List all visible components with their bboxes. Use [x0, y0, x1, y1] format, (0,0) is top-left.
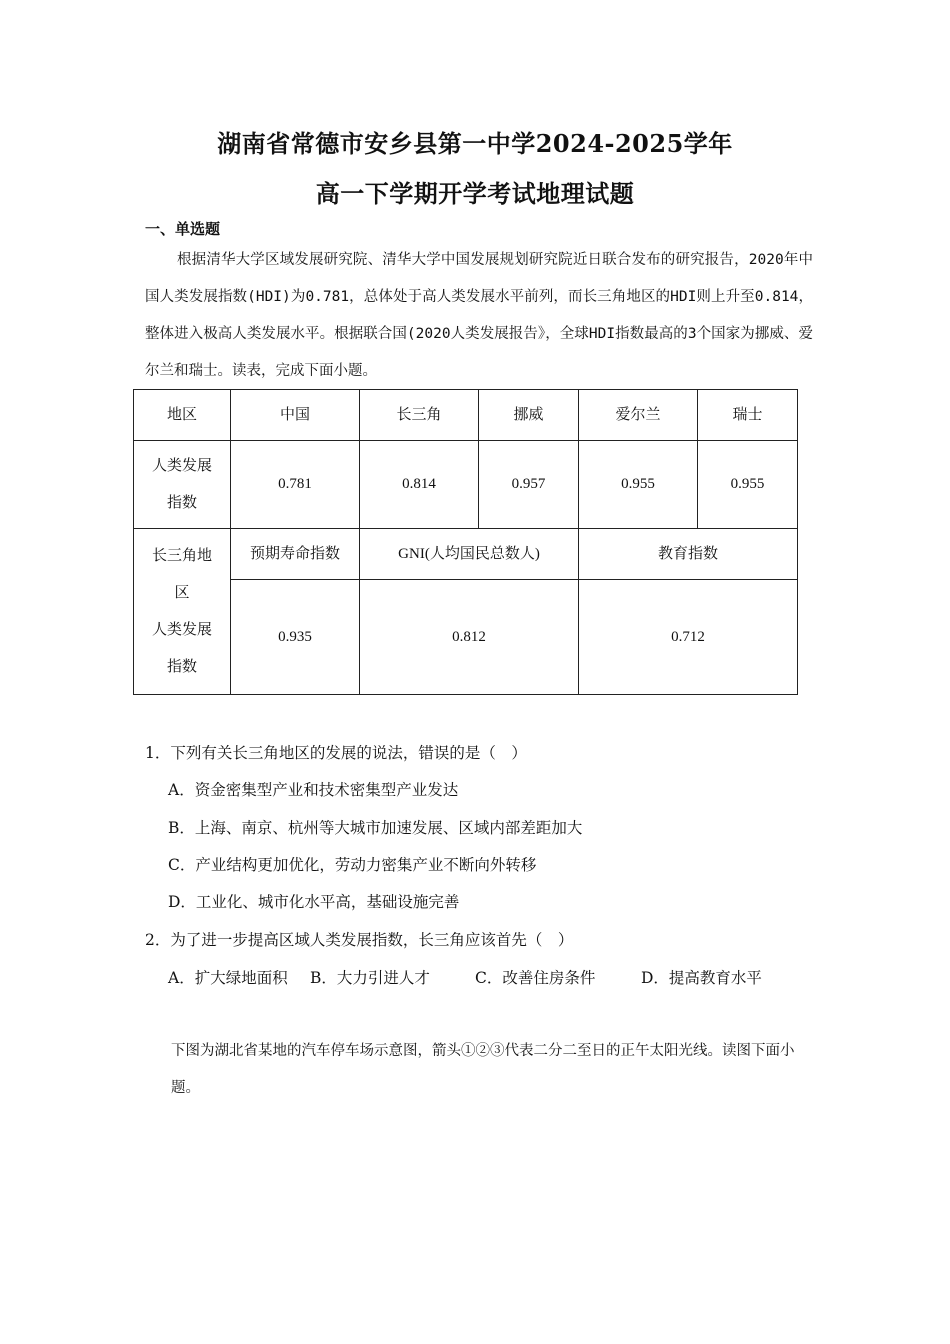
table-header-cell: 爱尔兰: [579, 390, 698, 441]
row-label-cell: [134, 529, 231, 695]
sub-header-cell: 预期寿命指数: [231, 529, 360, 580]
reading-passage-1: 根据清华大学区域发展研究院、清华大学中国发展规划研究院近日联合发布的研究报告，2020年中国人类发展指数(HDI)为0.781，总体处于高人类发展水平前列，而长三角地区的HDI则上升至0.814，整体进入极高人类发展水平。根据联合国(2020人类发展报告》，全球HDI指数最高的3个国家为挪威、爱尔兰和瑞士。读表，完成下面小题。: [145, 252, 813, 379]
table-row: [134, 441, 798, 529]
table-header-cell: 中国: [231, 390, 360, 441]
row-label-line: 人类发展: [151, 621, 212, 638]
question-1-stem: 1．下列有关长三角地区的发展的说法，错误的是（ ）: [145, 744, 527, 762]
question-2-option-d[interactable]: D．提高教育水平: [641, 969, 762, 987]
question-1-option-c[interactable]: C．产业结构更加优化，劳动力密集产业不断向外转移: [168, 856, 537, 874]
row-label-line: 指数: [166, 658, 197, 675]
sub-header-cell: 教育指数: [579, 529, 798, 580]
table-header-cell: 长三角: [360, 390, 479, 441]
hdi-table: [133, 389, 798, 695]
table-header-cell: 挪威: [479, 390, 579, 441]
question-2-option-a[interactable]: A．扩大绿地面积: [168, 969, 288, 987]
table-cell: 0.957: [479, 441, 579, 529]
section-heading: 一、单选题: [145, 220, 221, 238]
exam-title-line-2: 高一下学期开学考试地理试题: [315, 179, 635, 208]
reading-passage-2: 下图为湖北省某地的汽车停车场示意图，箭头①②③代表二分二至日的正午太阳光线。读图下面小题。: [171, 1043, 795, 1096]
question-2-options: [168, 966, 762, 988]
question-2-stem: 2．为了进一步提高区域人类发展指数，长三角应该首先（ ）: [145, 931, 574, 949]
table-cell: 0.712: [579, 580, 798, 695]
sub-header-cell: GNI(人均国民总数人): [360, 529, 579, 580]
table-row: [134, 529, 798, 580]
question-1-option-b[interactable]: B．上海、南京、杭州等大城市加速发展、区域内部差距加大: [168, 819, 583, 837]
table-cell: 0.781: [231, 441, 360, 529]
table-header-cell: 瑞士: [698, 390, 798, 441]
table-cell: 0.955: [579, 441, 698, 529]
table-cell: 0.814: [360, 441, 479, 529]
row-label-cell: [134, 441, 231, 529]
table-header-cell: 地区: [134, 390, 231, 441]
question-2-option-c[interactable]: C．改善住房条件: [475, 969, 596, 987]
question-1-option-a[interactable]: A．资金密集型产业和技术密集型产业发达: [168, 781, 459, 799]
row-label-line: 指数: [166, 494, 197, 511]
row-label-line: 区: [174, 584, 190, 601]
question-2-option-b[interactable]: B．大力引进人才: [310, 969, 430, 987]
table-row: [134, 580, 798, 695]
table-cell: 0.812: [360, 580, 579, 695]
row-label-line: 长三角地: [151, 547, 212, 564]
table-cell: 0.935: [231, 580, 360, 695]
row-label-line: 人类发展: [151, 457, 212, 474]
question-1-option-d[interactable]: D．工业化、城市化水平高，基础设施完善: [168, 893, 460, 911]
table-header-row: [134, 390, 798, 441]
exam-title-line-1: 湖南省常德市安乡县第一中学2024-2025学年: [217, 129, 733, 158]
table-cell: 0.955: [698, 441, 798, 529]
